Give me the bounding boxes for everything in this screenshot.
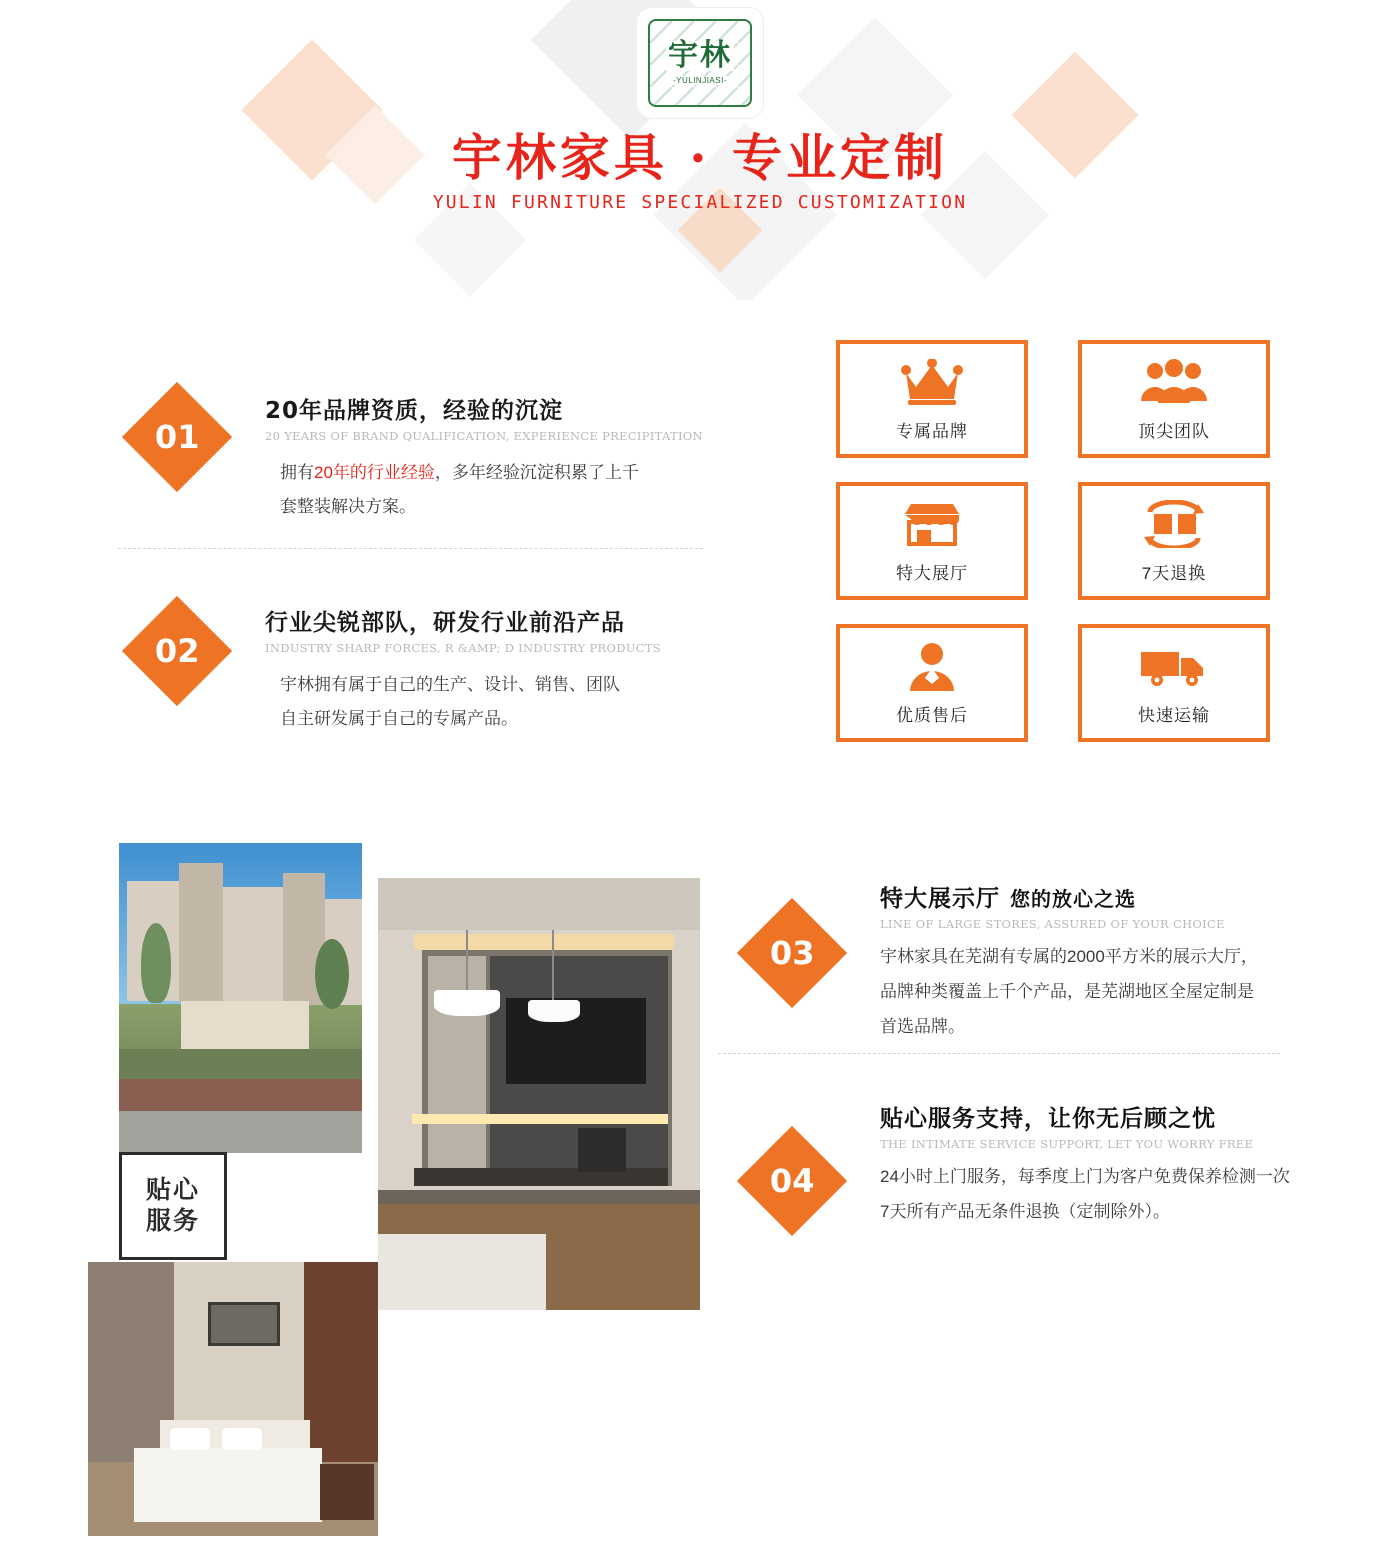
feature-number-01: 01 [154, 418, 200, 456]
badge-label-brand: 专属品牌 [896, 422, 968, 441]
badge-cell-team[interactable] [1078, 340, 1270, 458]
feature-number-badge-04 [737, 1126, 847, 1236]
feature-body-line3-03: 首选品牌。 [880, 1017, 965, 1036]
badge-cell-shipping[interactable] [1078, 624, 1270, 742]
feature-heading-en-04: THE INTIMATE SERVICE SUPPORT, LET YOU WORRY FREE [880, 1137, 1254, 1151]
badge-label-team: 顶尖团队 [1138, 422, 1210, 441]
logo-pinyin-text: -YULINJIASI- [670, 76, 730, 85]
feature-body-line2-03: 品牌种类覆盖上千个产品，是芜湖地区全屋定制是 [880, 982, 1254, 1001]
photo-service-badge [119, 1152, 227, 1260]
feature-body-02 [265, 668, 735, 736]
logo-emblem [648, 19, 752, 107]
page-subtitle: YULIN FURNITURE SPECIALIZED CUSTOMIZATION [432, 192, 968, 213]
photo-badge-line2: 服务 [145, 1207, 200, 1235]
return-icon [1142, 498, 1206, 550]
feature-number-04: 04 [769, 1162, 815, 1200]
feature-body-03 [880, 939, 1360, 1044]
badge-label-service: 优质售后 [896, 706, 968, 725]
badge-label-shipping: 快速运输 [1138, 706, 1210, 725]
feature-body-04 [880, 1159, 1380, 1229]
showroom-icon [901, 498, 963, 550]
feature-body-line2-02: 自主研发属于自己的专属产品。 [280, 709, 518, 728]
feature-number-badge-02 [122, 596, 232, 706]
badge-label-showroom: 特大展厅 [896, 564, 968, 583]
page-title: 宇林家具 · 专业定制 [451, 128, 949, 187]
feature-body-highlight-01: 20年的行业经验 [314, 463, 435, 482]
feature-body-line1-03: 宇林家具在芜湖有专属的2000平方米的展示大厅， [880, 947, 1258, 966]
service-icon [905, 640, 959, 692]
truck-icon [1139, 640, 1209, 692]
feature-body-line1-02: 宇林拥有属于自己的生产、设计、销售、团队 [280, 675, 620, 694]
badge-label-return: 7天退换 [1141, 564, 1207, 583]
feature-body-pre-01: 拥有 [280, 463, 314, 482]
photo-badge-line1: 贴心 [145, 1175, 200, 1204]
feature-number-badge-01 [122, 382, 232, 492]
feature-number-02: 02 [154, 632, 200, 670]
logo-chinese-text: 宇林 [668, 38, 732, 73]
feature-body-01 [265, 456, 725, 524]
photo-living-room [378, 878, 700, 1310]
feature-number-badge-03 [737, 898, 847, 1008]
photo-building-exterior [119, 843, 362, 1153]
feature-body-post-01: ，多年经验沉淀积累了上千 [434, 463, 639, 482]
feature-divider-2 [718, 1053, 1280, 1054]
feature-heading-en-01: 20 YEARS OF BRAND QUALIFICATION, EXPERIENCE PRECIPITATION [265, 429, 703, 443]
feature-body-line2-01: 套整装解决方案。 [280, 497, 416, 516]
feature-body-line2-04: 7天所有产品无条件退换（定制除外）。 [880, 1202, 1170, 1221]
feature-body-line1-04: 24小时上门服务，每季度上门为客户免费保养检测一次 [880, 1167, 1290, 1186]
feature-heading-bold-03: 特大展示厅 [880, 885, 1000, 911]
feature-heading-01: 20年品牌资质，经验的沉淀 [265, 398, 564, 424]
badge-cell-return[interactable] [1078, 482, 1270, 600]
feature-heading-bold-04: 贴心服务支持，让你无后顾之忧 [880, 1105, 1216, 1131]
badge-cell-showroom[interactable] [836, 482, 1028, 600]
feature-heading-03 [880, 880, 1360, 913]
feature-heading-04 [880, 1100, 1380, 1133]
brand-logo [637, 8, 763, 118]
badge-cell-brand[interactable] [836, 340, 1028, 458]
crown-icon [901, 356, 963, 408]
team-icon [1139, 356, 1209, 408]
feature-heading-en-02: INDUSTRY SHARP FORCES, R &AMP; D INDUSTRY PRODUCTS [265, 641, 661, 655]
feature-heading-02: 行业尖锐部队，研发行业前沿产品 [265, 610, 625, 636]
feature-divider-1 [118, 548, 703, 549]
feature-number-03: 03 [769, 934, 815, 972]
page-header [0, 0, 1400, 300]
photo-bedroom [88, 1262, 378, 1536]
feature-heading-rest-03: 您的放心之选 [1010, 889, 1136, 911]
feature-heading-en-03: LINE OF LARGE STORES, ASSURED OF YOUR CHOICE [880, 917, 1225, 931]
badge-cell-service[interactable] [836, 624, 1028, 742]
